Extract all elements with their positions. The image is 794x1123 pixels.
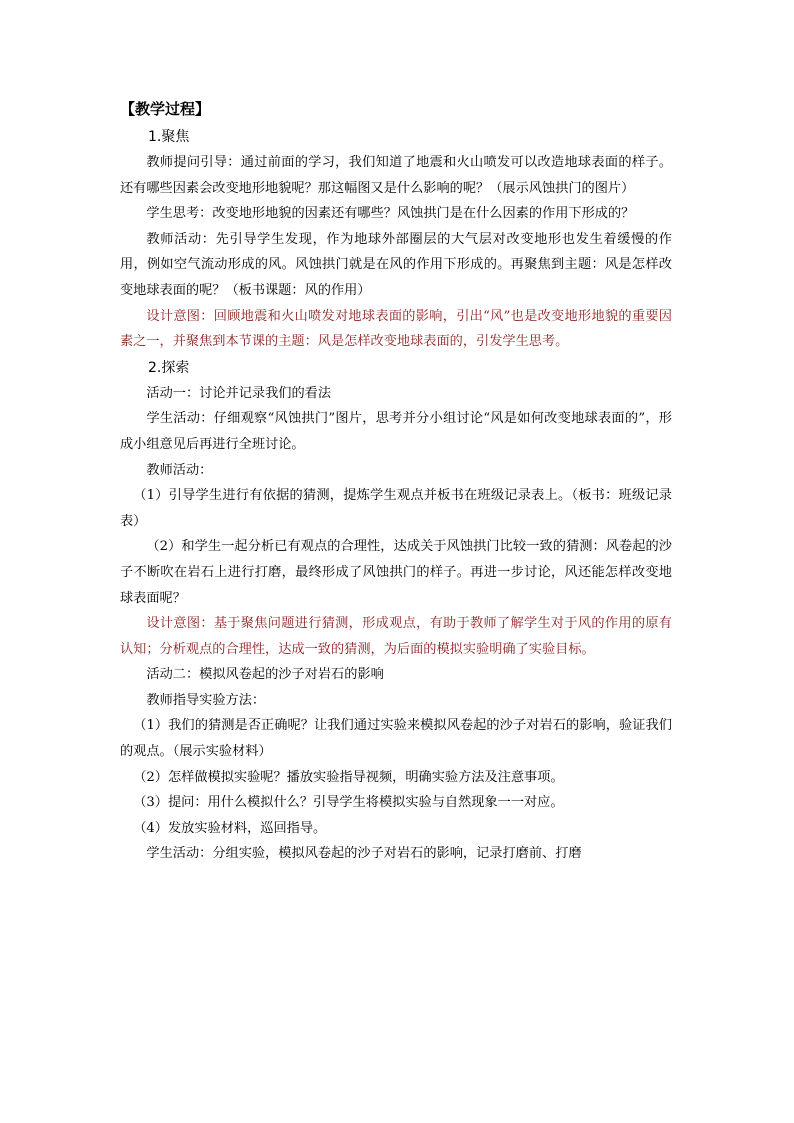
- paragraph-guide-step-3: （3）提问：用什么模拟什么？引导学生将模拟实验与自然现象一一对应。: [133, 795, 564, 811]
- paragraph-guide-step-4: （4）发放实验材料，巡回指导。: [133, 820, 327, 836]
- paragraph-teacher-activity: 教师活动：先引导学生发现，作为地球外部圈层的大气层对改变地形也发生着缓慢的作用，例如空气流动形成的风。风蚀拱门就是在风的作用下形成的。再聚焦到主题：风是怎样改变地球表面的呢？（板书课题：风的作用）: [120, 231, 672, 298]
- paragraph-design-intent-2: 设计意图：基于聚焦问题进行猜测，形成观点，有助于教师了解学生对于风的作用的原有认知；分析观点的合理性，达成一致的猜测，为后面的模拟实验明确了实验目标。: [120, 616, 672, 657]
- paragraph-design-intent-1: 设计意图：回顾地震和火山喷发对地球表面的影响，引出“风”也是改变地形地貌的重要因素之一，并聚焦到本节课的主题：风是怎样改变地球表面的，引发学生思考。: [120, 308, 672, 350]
- paragraph-student-activity-1: 学生活动：仔细观察“风蚀拱门”图片，思考并分小组讨论“风是如何改变地球表面的”，形成小组意见后再进行全班讨论。: [120, 411, 672, 452]
- paragraph-guide-step-1: （1）我们的猜测是否正确呢？让我们通过实验来模拟风卷起的沙子对岩石的影响，验证我们的观点。（展示实验材料）: [120, 718, 672, 760]
- document-page: [120, 96, 672, 867]
- paragraph-step-2: （2）和学生一起分析已有观点的合理性，达成关于风蚀拱门比较一致的猜测：风卷起的沙子不断吹在岩石上进行打磨，最终形成了风蚀拱门的样子。再进一步讨论，风还能怎样改变地球表面呢？: [120, 539, 672, 606]
- paragraph-teacher-question: 教师提问引导：通过前面的学习，我们知道了地震和火山喷发可以改造地球表面的样子。还有哪些因素会改变地形地貌呢？那这幅图又是什么影响的呢？（展示风蚀拱门的图片）: [120, 155, 672, 196]
- section-heading-focus: 1.聚焦: [148, 129, 190, 145]
- paragraph-student-activity-2: 学生活动：分组实验，模拟风卷起的沙子对岩石的影响，记录打磨前、打磨: [146, 846, 582, 862]
- paragraph-student-thinking: 学生思考：改变地形地貌的因素还有哪些？风蚀拱门是在什么因素的作用下形成的？: [146, 206, 635, 222]
- paragraph-teacher-activity-label: 教师活动：: [146, 462, 213, 478]
- paragraph-activity-one: 活动一：讨论并记录我们的看法: [146, 385, 332, 401]
- paragraph-guide-step-2: （2）怎样做模拟实验呢？播放实验指导视频，明确实验方法及注意事项。: [133, 769, 564, 785]
- page-title: 【教学过程】: [120, 100, 211, 118]
- paragraph-activity-two: 活动二：模拟风卷起的沙子对岩石的影响: [146, 667, 384, 683]
- paragraph-step-1: （1）引导学生进行有依据的猜测，提炼学生观点并板书在班级记录表上。（板书：班级记录表）: [120, 488, 672, 529]
- paragraph-teacher-guide: 教师指导实验方法：: [146, 692, 266, 708]
- section-heading-explore: 2.探索: [148, 359, 190, 376]
